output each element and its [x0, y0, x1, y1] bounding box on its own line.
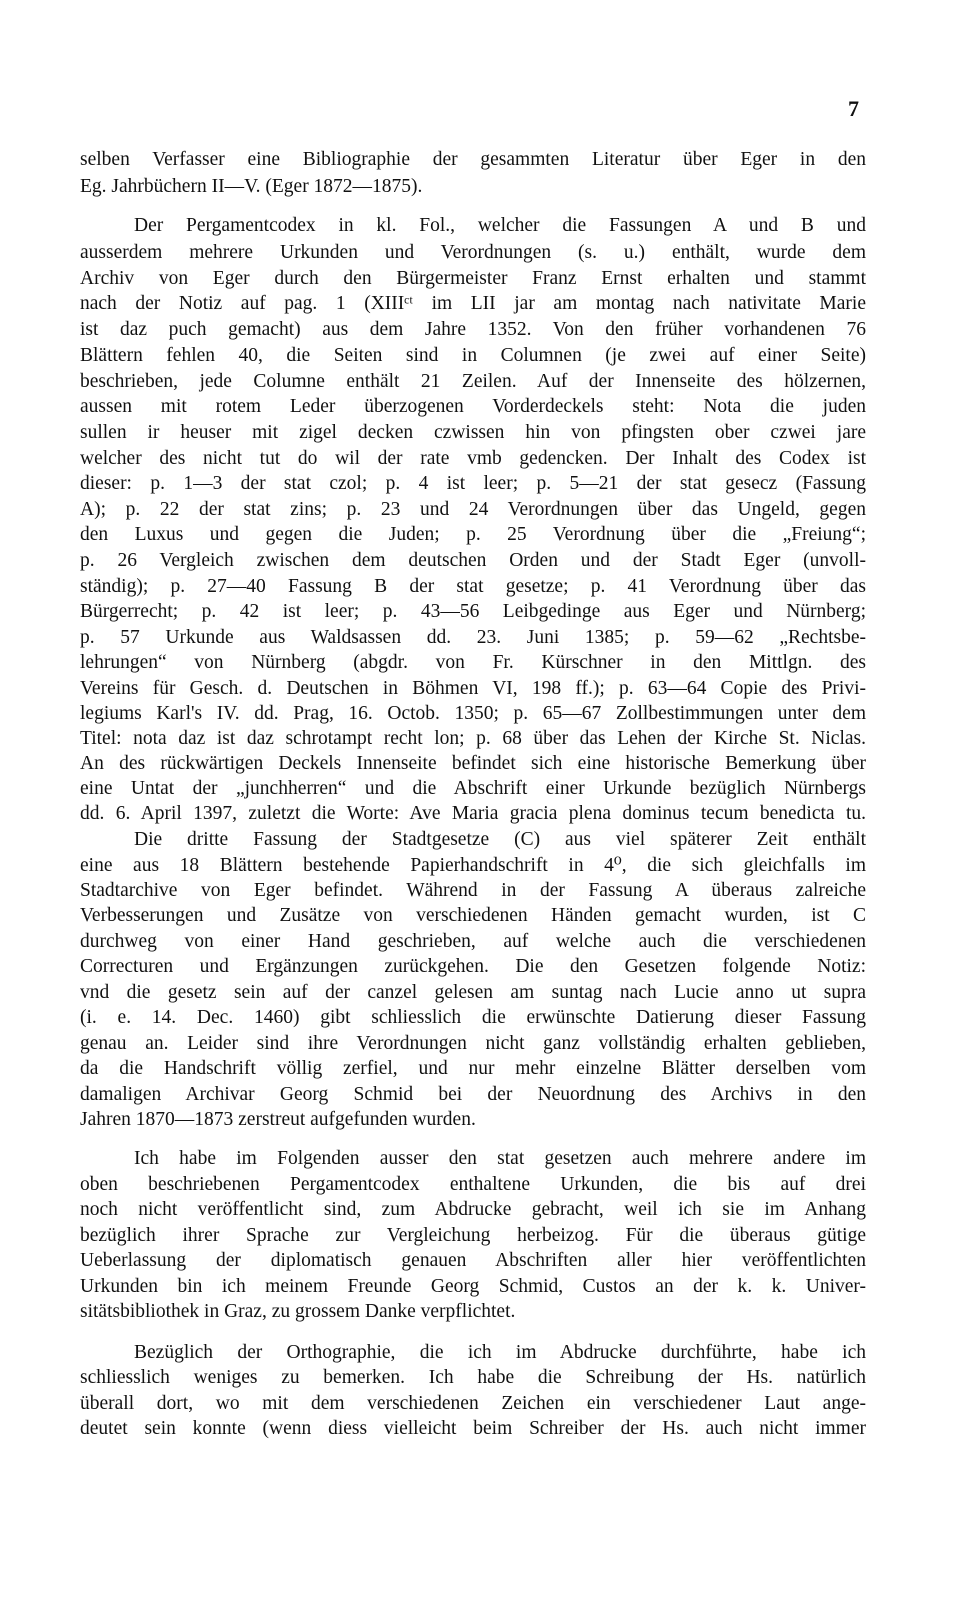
- text-line: dieser: p. 1—3 der stat czol; p. 4 ist leer; p. 5—21 der stat gesecz (Fassung: [80, 473, 866, 494]
- text-line: eine Untat der „junchherren“ und die Abschrift einer Urkunde bezüglich Nürnbergs: [80, 778, 866, 799]
- text-line: ständig); p. 27—40 Fassung B der stat gesetze; p. 41 Verordnung über das: [80, 576, 866, 597]
- text-line: den Luxus und gegen die Juden; p. 25 Verordnung über die „Freiung“;: [80, 524, 866, 545]
- text-line: nach der Notiz auf pag. 1 (XIIIᶜᵗ im LII jar am montag nach nativitate Marie: [80, 293, 866, 314]
- text-line: vnd die gesetz sein auf der canzel gelesen am suntag nach Lucie anno ut supra: [80, 982, 866, 1003]
- text-line: Urkunden bin ich meinem Freunde Georg Schmid, Custos an der k. k. Univer-: [80, 1276, 866, 1297]
- text-line: oben beschriebenen Pergamentcodex enthaltene Urkunden, die bis auf drei: [80, 1174, 866, 1195]
- text-line: überall dort, wo mit dem verschiedenen Zeichen ein verschiedener Laut ange-: [80, 1393, 866, 1414]
- text-line: deutet sein konnte (wenn diess vielleicht beim Schreiber der Hs. auch nicht immer: [80, 1418, 866, 1439]
- page-number: 7: [848, 96, 859, 121]
- text-line: A); p. 22 der stat zins; p. 23 und 24 Verordnungen über das Ungeld, gegen: [80, 499, 866, 520]
- text-line: bezüglich ihrer Sprache zur Vergleichung herbeizog. Für die überaus gütige: [80, 1225, 866, 1246]
- text-line: beschrieben, jede Columne enthält 21 Zeilen. Auf der Innenseite des hölzernen,: [80, 371, 866, 392]
- text-line: Jahren 1870—1873 zerstreut aufgefunden wurden.: [80, 1109, 476, 1130]
- text-line: Die dritte Fassung der Stadtgesetze (C) aus viel späterer Zeit enthält: [134, 829, 866, 850]
- text-line: welcher des nicht tut do wil der rate vmb gedencken. Der Inhalt des Codex ist: [80, 448, 866, 469]
- text-line: Bezüglich der Orthographie, die ich im Abdrucke durchführte, habe ich: [134, 1342, 866, 1363]
- text-line: An des rückwärtigen Deckels Innenseite befindet sich eine historische Bemerkung über: [80, 753, 866, 774]
- text-line: Blättern fehlen 40, die Seiten sind in Columnen (je zwei auf einer Seite): [80, 345, 866, 366]
- text-line: genau an. Leider sind ihre Verordnungen nicht ganz vollständig erhalten geblieben,: [80, 1033, 866, 1054]
- text-line: Vereins für Gesch. d. Deutschen in Böhmen VI, 198 ff.); p. 63—64 Copie des Privi-: [80, 678, 866, 699]
- text-line: Correcturen und Ergänzungen zurückgehen. Die den Gesetzen folgende Notiz:: [80, 956, 866, 977]
- text-line: noch nicht veröffentlicht sind, zum Abdrucke gebracht, weil ich sie im Anhang: [80, 1199, 866, 1220]
- text-line: Ich habe im Folgenden ausser den stat gesetzen auch mehrere andere im: [134, 1148, 866, 1169]
- text-line: schliesslich weniges zu bemerken. Ich habe die Schreibung der Hs. natürlich: [80, 1367, 866, 1388]
- text-line: legiums Karl's IV. dd. Prag, 16. Octob. 1350; p. 65—67 Zollbestimmungen unter dem: [80, 703, 866, 724]
- text-line: ausserdem mehrere Urkunden und Verordnungen (s. u.) enthält, wurde dem: [80, 242, 866, 263]
- text-line: p. 26 Vergleich zwischen dem deutschen Orden und der Stadt Eger (unvoll-: [80, 550, 866, 571]
- text-line: da die Handschrift völlig zerfiel, und nur mehr einzelne Blätter derselben vom: [80, 1058, 866, 1079]
- text-line: sullen ir heuser mit zigel decken czwissen hin von pfingsten ober czwei jare: [80, 422, 866, 443]
- text-line: selben Verfasser eine Bibliographie der gesammten Literatur über Eger in den: [80, 149, 866, 170]
- text-line: damaligen Archivar Georg Schmid bei der Neuordnung des Archivs in den: [80, 1084, 866, 1105]
- text-line: p. 57 Urkunde aus Waldsassen dd. 23. Juni 1385; p. 59—62 „Rechtsbe-: [80, 627, 866, 648]
- text-line: eine aus 18 Blättern bestehende Papierhandschrift in 4⁰, die sich gleichfalls im: [80, 855, 866, 876]
- text-line: aussen mit rotem Leder überzogenen Vorderdeckels steht: Nota die juden: [80, 396, 866, 417]
- text-line: ist daz puch gemacht) aus dem Jahre 1352. Von den früher vorhandenen 76: [80, 319, 866, 340]
- text-line: sitätsbibliothek in Graz, zu grossem Danke verpflichtet.: [80, 1301, 516, 1322]
- text-line: Ueberlassung der diplomatisch genauen Abschriften aller hier veröffentlichten: [80, 1250, 866, 1271]
- text-line: Bürgerrecht; p. 42 ist leer; p. 43—56 Leibgedinge aus Eger und Nürnberg;: [80, 601, 866, 622]
- text-line: Archiv von Eger durch den Bürgermeister Franz Ernst erhalten und stammt: [80, 268, 866, 289]
- text-line: Eg. Jahrbüchern II—V. (Eger 1872—1875).: [80, 176, 423, 197]
- text-line: (i. e. 14. Dec. 1460) gibt schliesslich die erwünschte Datierung dieser Fassung: [80, 1007, 866, 1028]
- text-line: Stadtarchive von Eger befindet. Während in der Fassung A überaus zalreiche: [80, 880, 866, 901]
- text-line: durchweg von einer Hand geschrieben, auf welche auch die verschiedenen: [80, 931, 866, 952]
- text-line: lehrungen“ von Nürnberg (abgdr. von Fr. Kürschner in den Mittlgn. des: [80, 652, 866, 673]
- text-line: Titel: nota daz ist daz schrotampt recht lon; p. 68 über das Lehen der Kirche St. Niclas.: [80, 728, 866, 749]
- text-line: dd. 6. April 1397, zuletzt die Worte: Ave Maria gracia plena dominus tecum benedicta tu.: [80, 803, 866, 824]
- text-line: Verbesserungen und Zusätze von verschiedenen Händen gemacht wurden, ist C: [80, 905, 866, 926]
- text-line: Der Pergamentcodex in kl. Fol., welcher die Fassungen A und B und: [134, 215, 866, 236]
